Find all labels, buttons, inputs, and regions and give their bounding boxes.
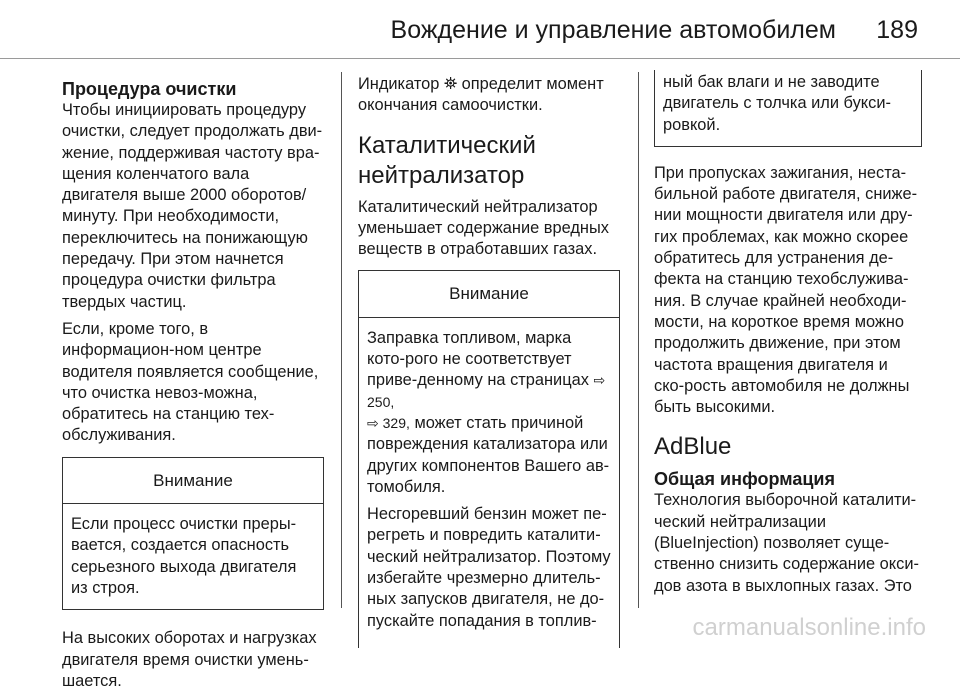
cleaning-paragraph: Чтобы инициировать процедуру очистки, следует продолжать дви-жение, поддерживая частоту вра-щения коленчатого вала двигателя выше 2000 оборотов/минуту. При необходимости, переключитесь на понижающую передачу. При этом начнется процедура очистки фильтра твердых частиц.	[62, 101, 323, 311]
notice-box	[62, 457, 324, 610]
cleaning-heading: Процедура очистки	[62, 79, 237, 99]
catalytic-notice-box	[358, 270, 620, 647]
catalytic-paragraph: Каталитический нейтрализатор уменьшает содержание вредных веществ в отработавших газах.	[358, 197, 609, 259]
notice-body	[63, 504, 323, 609]
column-2	[358, 74, 620, 648]
page-reference-250[interactable]: ⇨ 250,	[367, 372, 606, 410]
watermark	[0, 614, 960, 642]
fuel-text-a: Заправка топливом, марка кото-рого не соответствует приве-денному на страницах	[367, 328, 589, 390]
running-head: Вождение и управление автомобилем	[390, 16, 836, 44]
unburned-fuel-text: Несгоревший бензин может пе-регреть и повредить каталити-ческий нейтрализатор. Поэтому избегайте чрезмерно длитель-ных запусков двигателя, не до-пускайте попадания в топлив-	[367, 505, 611, 630]
catalytic-heading: Каталитический нейтрализатор	[358, 131, 536, 189]
notice-continuation-box	[654, 70, 922, 147]
service-paragraph: Если, кроме того, в информацион-ном центре водителя появляется сообщение, что очистка невоз-можна, обратитесь на станцию тех-обслуживания.	[62, 319, 319, 445]
general-info-heading: Общая информация	[654, 469, 835, 490]
high-rpm-paragraph: На высоких оборотах и нагрузках двигателя время очистки умень-шается.	[62, 629, 317, 690]
catalytic-notice-body	[359, 318, 619, 648]
notice-title: Внимание	[63, 458, 323, 504]
column-3	[654, 74, 922, 603]
notice-continuation-text: ный бак влаги и не заводите двигатель с толчка или букси-ровкой.	[663, 73, 891, 134]
header-rule	[0, 58, 960, 59]
column-1	[62, 78, 324, 698]
fuel-text-b: может стать причиной повреждения катализатора или других компонентов Вашего ав-томобиля.	[367, 413, 610, 496]
notice-text: Если процесс очистки преры-вается, создается опасность серьезного выхода двигателя из строя.	[71, 515, 297, 597]
adblue-heading: AdBlue	[654, 433, 732, 461]
column-divider-2	[638, 72, 639, 608]
watermark-text: carmanualsonline.info	[692, 614, 926, 641]
page-reference-329[interactable]: ⇨ 329,	[367, 414, 410, 431]
page-number: 189	[876, 16, 918, 44]
catalytic-notice-title: Внимание	[359, 271, 619, 317]
indicator-paragraph: Индикатор ⛯ определит момент окончания самоочистки.	[358, 75, 604, 115]
misfire-paragraph: При пропусках зажигания, неста-бильной работе двигателя, сниже-нии мощности двигателя или дру-гих проблемах, как можно скорее обратитесь для устранения де-фекта на станцию техобслужива-ния. В случае крайней необходи-мости, на короткое время можно продолжить движение, при этом частота вращения двигателя и ско-рость автомобиля не должны быть высокими.	[654, 163, 918, 417]
column-divider-1	[341, 72, 342, 608]
blueinjection-paragraph: Технология выборочной каталити-ческий нейтрализации (BlueInjection) позволяет суще-ственно снизить содержание окси-дов азота в выхлопных газах. Это	[654, 491, 919, 595]
